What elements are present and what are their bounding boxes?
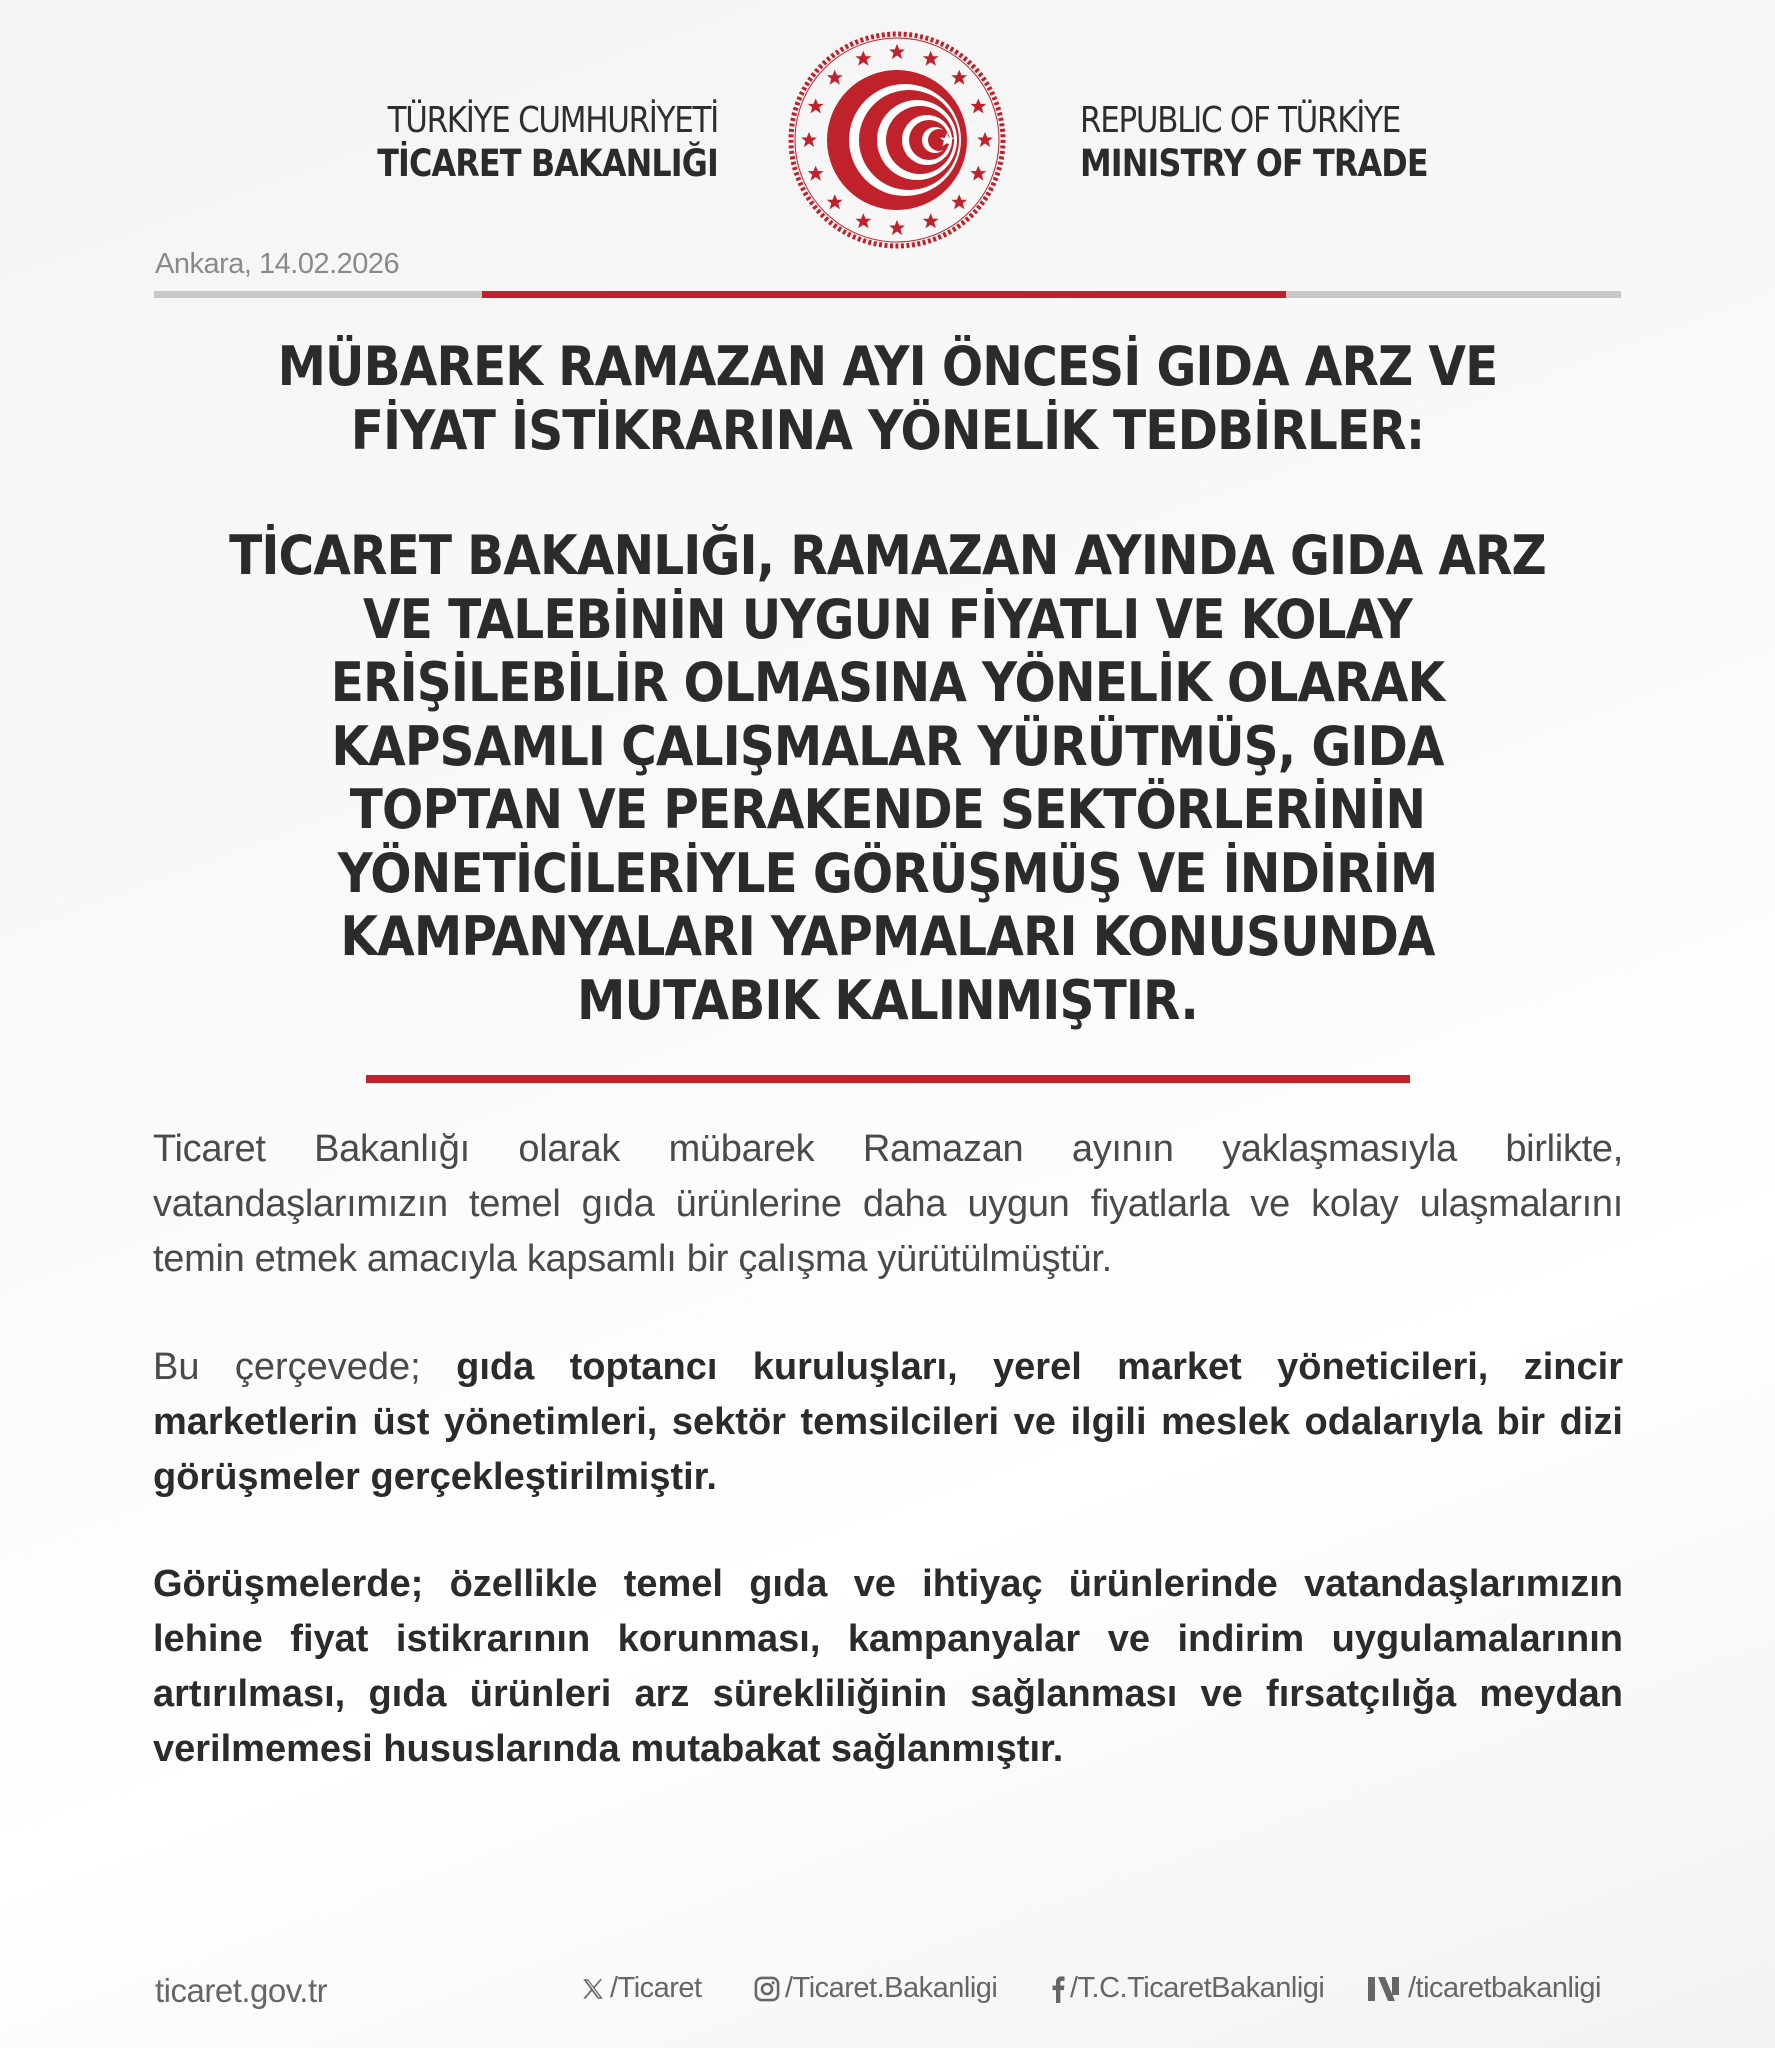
header-republic-tr: TÜRKİYE CUMHURİYETİ [387,100,718,141]
header-divider-accent [482,291,1286,298]
title-line: MÜBAREK RAMAZAN AYI ÖNCESİ GIDA ARZ VE [277,335,1498,398]
page-title [100,335,1675,463]
body-paragraph-2 [153,1340,1623,1505]
subtitle-line: ERİŞİLEBİLİR OLMASINA YÖNELİK OLARAK [330,651,1445,714]
date-location: Ankara, 14.02.2026 [155,248,400,280]
x-icon [580,1976,606,2002]
subtitle-line: YÖNETİCİLERİYLE GÖRÜŞMÜŞ VE İNDİRİM [337,841,1438,905]
social-handle: /ticaretbakanligi [1408,1972,1601,2004]
subtitle-line: VE TALEBİNİN UYGUN FİYATLI VE KOLAY [363,587,1412,651]
subtitle-line: TİCARET BAKANLIĞI, RAMAZAN AYINDA GIDA ARZ [229,524,1546,587]
social-nsosyal-link[interactable] [1368,1972,1601,2005]
subtitle-line: KAPSAMLI ÇALIŞMALAR YÜRÜTMÜŞ, GIDA [331,714,1444,778]
ministry-emblem-icon [785,28,1009,252]
instagram-icon [753,1975,781,2003]
header-turkish-name [240,100,718,186]
subtitle [100,524,1675,1032]
facebook-icon [1050,1975,1066,2003]
subtitle-line: MUTABIK KALINMIŞTIR. [577,968,1198,1032]
social-facebook-link[interactable] [1050,1972,1324,2005]
website-link[interactable]: ticaret.gov.tr [155,1972,328,2009]
body-paragraph-3: Görüşmelerde; özellikle temel gıda ve ihtiyaç ürünlerinde vatandaşlarımızın lehine fiyat istikrarının korunması, kampanyalar ve indirim uygulamalarının artırılması, gıda ürünleri arz sürekliliğinin sağlanması ve fırsatçılığa meydan verilmemesi hususlarında mutabakat sağlanmıştır. [153,1563,1623,1770]
paragraph-emphasis: gıda toptancı kuruluşları, yerel market yöneticileri, zincir marketlerin üst yönetimleri, sektör temsilcileri ve ilgili meslek odalarıyla bir dizi görüşmeler gerçekleştirilmiştir. [153,1346,1623,1498]
header-republic-en: REPUBLIC OF TÜRKİYE [1080,100,1400,141]
paragraph-lead: Bu çerçevede; [153,1346,421,1388]
title-line: FİYAT İSTİKRARINA YÖNELİK TEDBİRLER: [350,399,1425,462]
subtitle-line: TOPTAN VE PERAKENDE SEKTÖRLERİNİN [349,778,1426,841]
nsosyal-icon [1368,1975,1404,2003]
body-paragraph-1: Ticaret Bakanlığı olarak mübarek Ramazan ayının yaklaşmasıyla birlikte, vatandaşlarımızın temel gıda ürünlerine daha uygun fiyatlarla ve kolay ulaşmalarını temin etmek amacıyla kapsamlı bir çalışma yürütülmüştür. [153,1128,1623,1280]
social-handle: /Ticaret [610,1972,702,2004]
social-handle: /T.C.TicaretBakanligi [1070,1972,1325,2004]
social-handle: /Ticaret.Bakanligi [785,1972,998,2004]
header-english-name [1080,100,1560,186]
header-ministry-tr: TİCARET BAKANLIĞI [377,142,718,185]
social-x-link[interactable] [580,1972,702,2005]
header-ministry-en: MINISTRY OF TRADE [1080,142,1428,185]
social-instagram-link[interactable] [753,1972,997,2005]
subtitle-line: KAMPANYALARI YAPMALARI KONUSUNDA [340,905,1435,968]
section-divider [366,1075,1410,1083]
